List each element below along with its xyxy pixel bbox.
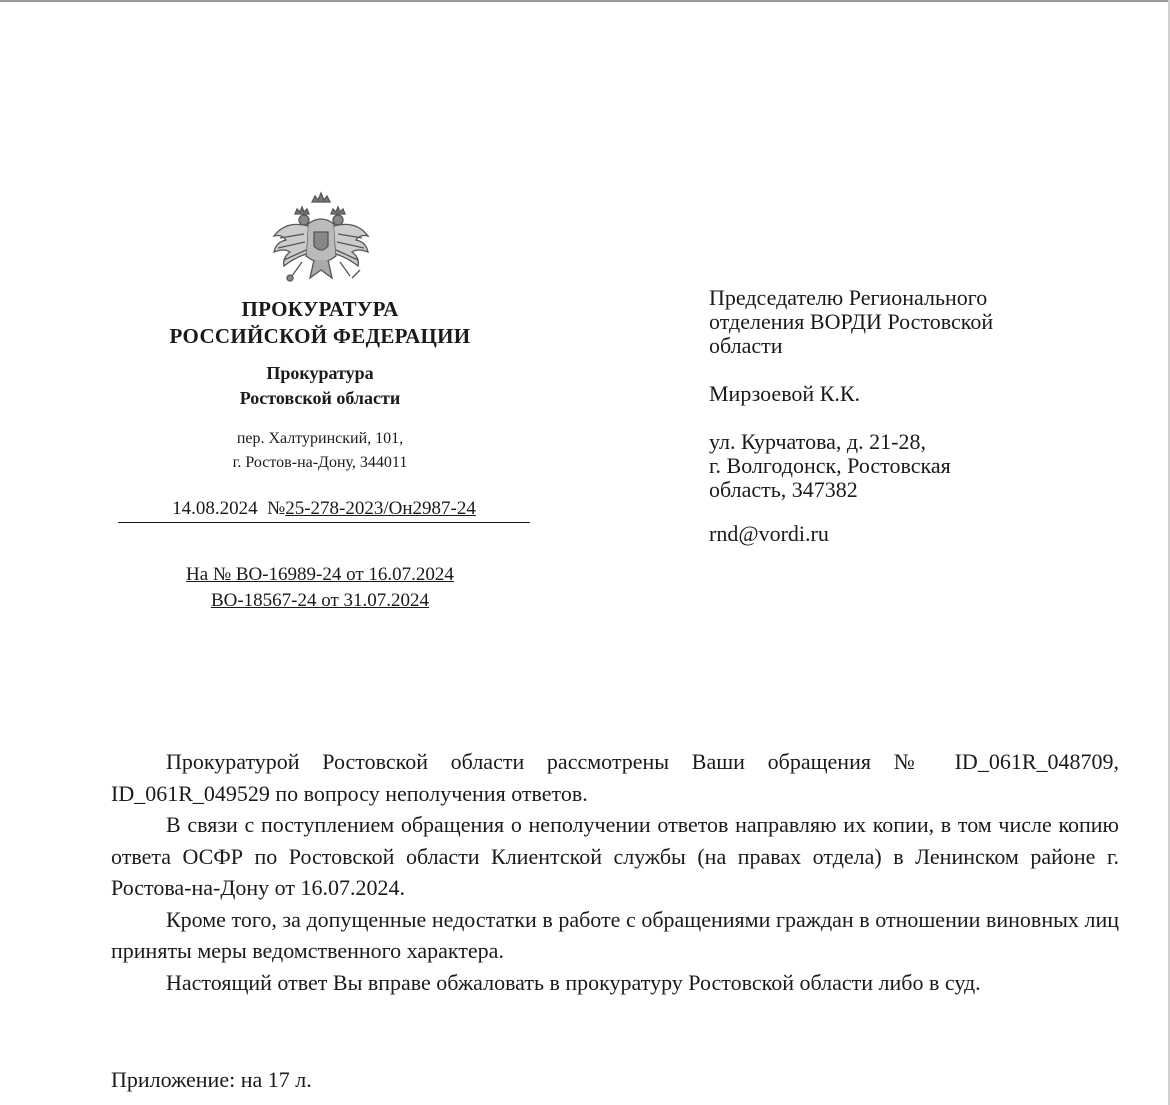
sender-address [120, 427, 520, 475]
body-paragraph-3: Кроме того, за допущенные недостатки в работе с обращениями граждан в отношении виновных лиц приняты меры ведомственного характера. [111, 906, 1119, 963]
attachment-note: Приложение: на 17 л. [111, 1067, 312, 1092]
reference-line1: На № ВО-16989-24 от 16.07.2024 [186, 564, 454, 585]
page-top-border [0, 0, 1170, 2]
recipient-email: rnd@vordi.ru [709, 521, 829, 546]
registration-line [118, 496, 530, 523]
recipient-title-line3: области [709, 333, 783, 358]
org-name-line1: ПРОКУРАТУРА [241, 297, 399, 321]
sender-sub-organization [120, 361, 520, 411]
sub-org-line2: Ростовской области [239, 388, 401, 408]
recipient-block [709, 286, 1109, 546]
body-paragraph-4: Настоящий ответ Вы вправе обжаловать в прокуратуру Ростовской области либо в суд. [166, 969, 981, 995]
body-paragraph-2: В связи с поступлением обращения о неполучении ответов направляю их копии, в том числе копию ответа ОСФР по Ростовской области Клиентской службы (на правах отдела) в Ленинском районе г. Ростова-на-Дону от 16.07.2024. [111, 812, 1119, 900]
sub-org-line1: Прокуратура [266, 363, 374, 383]
recipient-name: Мирзоевой К.К. [709, 381, 861, 406]
recipient-address-line3: область, 347382 [709, 477, 858, 502]
sender-address-line1: пер. Халтуринский, 101, [236, 430, 404, 447]
org-name-line2: РОССИЙСКОЙ ФЕДЕРАЦИИ [169, 324, 471, 348]
letter-body [111, 746, 1119, 998]
number-sign: № [267, 498, 286, 519]
letter-date: 14.08.2024 [172, 498, 258, 519]
recipient-title-line1: Председателю Регионального [709, 285, 988, 310]
double-headed-eagle-icon [268, 190, 374, 286]
recipient-address-line1: ул. Курчатова, д. 21-28, [709, 429, 926, 454]
recipient-title-line2: отделения ВОРДИ Ростовской [709, 309, 994, 334]
recipient-address-line2: г. Волгодонск, Ростовская [709, 453, 951, 478]
letter-number: 25-278-2023/Он2987-24 [285, 498, 476, 519]
reference-block [120, 562, 520, 614]
body-paragraph-1: Прокуратурой Ростовской области рассмотрены Ваши обращения № ID_061R_048709, ID_061R_049529 по вопросу неполучения ответов. [111, 749, 1119, 806]
sender-address-line2: г. Ростов-на-Дону, 344011 [232, 454, 408, 471]
sender-organization [120, 296, 520, 350]
reference-line2: ВО-18567-24 от 31.07.2024 [210, 590, 430, 611]
